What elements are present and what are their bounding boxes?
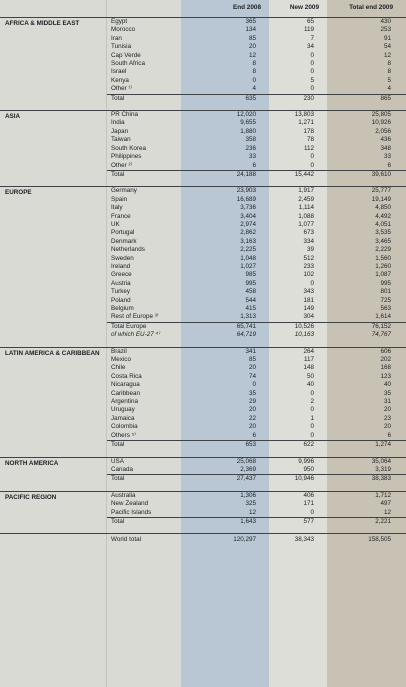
total-2009-value: 865 [327, 94, 406, 103]
total-2009-value: 3,465 [375, 237, 391, 245]
table-header-row [0, 0, 406, 18]
new-2009-value: 13,803 [269, 111, 327, 120]
country-name: Morocco [111, 26, 136, 34]
end-2008-value: 23,903 [181, 187, 269, 196]
total-2009-value: 801 [380, 288, 391, 296]
total-2009-value: 20 [383, 423, 391, 431]
end-2008-value: 6 [252, 161, 256, 169]
country-name: Portugal [111, 229, 135, 237]
end-2008-value: 1,306 [181, 491, 269, 500]
new-2009-value: 119 [303, 26, 314, 34]
region-name: AFRICA & MIDDLE EAST [5, 20, 80, 27]
country-name: Pacific Islands [111, 508, 152, 516]
end-2008-value: 325 [245, 500, 256, 508]
country-name: Japan [111, 127, 129, 135]
end-2008-value: 0 [252, 76, 256, 84]
total-2009-value: 19,149 [371, 195, 391, 203]
country-name: Cap Verde [111, 51, 141, 59]
country-name: Others ⁵⁾ [111, 431, 136, 439]
country-name: Israel [111, 68, 127, 76]
total-2009-value: 168 [380, 364, 391, 372]
total-2009-value: 2,229 [375, 246, 391, 254]
end-2008-value: 653 [181, 441, 269, 450]
new-2009-value: 0 [310, 406, 314, 414]
total-2009-value: 4,051 [375, 220, 391, 228]
country-name: Rest of Europe ³⁾ [111, 313, 159, 321]
new-2009-value: 622 [269, 441, 327, 450]
total-2009-value: 3,319 [375, 465, 391, 473]
country-name: Total [107, 475, 181, 484]
total-2009-value: 1,614 [375, 313, 391, 321]
country-name: Mexico [111, 356, 131, 364]
end-2008-value: 2,369 [240, 465, 256, 473]
country-name: Jamaica [111, 414, 135, 422]
total-2009-value: 31 [383, 398, 391, 406]
new-2009-value: 0 [310, 423, 314, 431]
new-2009-value: 171 [303, 500, 314, 508]
new-2009-value: 0 [310, 85, 314, 93]
total-2009-value: 4 [387, 85, 391, 93]
country-name: Spain [111, 195, 128, 203]
total-2009-value: 2,221 [327, 517, 406, 526]
total-2009-value: 76,152 [327, 322, 406, 331]
new-2009-value: 950 [303, 465, 314, 473]
end-2008-value: 985 [245, 271, 256, 279]
country-name: Total [107, 441, 181, 450]
new-2009-value: 1,917 [269, 187, 327, 196]
new-2009-value: 0 [310, 60, 314, 68]
country-name: UK [111, 220, 120, 228]
new-2009-value: 1,088 [298, 212, 314, 220]
country-name: Sweden [111, 254, 134, 262]
total-2009-value: 5 [387, 76, 391, 84]
end-2008-value: 20 [248, 43, 256, 51]
country-name: Total Europe [107, 322, 181, 331]
table-body [0, 18, 406, 547]
end-2008-value: 1,880 [240, 127, 256, 135]
table-row [0, 111, 406, 120]
country-name: Total [107, 170, 181, 179]
new-2009-value: 0 [310, 431, 314, 439]
end-2008-value: 65,741 [181, 322, 269, 331]
total-2009-value: 35 [383, 389, 391, 397]
country-name: Caribbean [111, 389, 141, 397]
country-name: of which EU-27 ⁴⁾ [111, 331, 160, 339]
end-2008-value: 64,719 [236, 331, 256, 339]
total-2009-value: 563 [380, 305, 391, 312]
new-2009-value: 673 [303, 229, 314, 237]
country-name: Brazil [107, 347, 181, 356]
end-2008-value: 29 [248, 398, 256, 406]
section-spacer [0, 526, 406, 534]
country-name: Chile [111, 364, 126, 372]
new-2009-value: 0 [310, 153, 314, 161]
new-2009-value: 178 [303, 127, 314, 135]
total-2009-value: 23 [383, 414, 391, 422]
total-2009-value: 436 [380, 136, 391, 144]
new-2009-value: 117 [303, 356, 314, 364]
total-2009-value: 10,926 [371, 119, 391, 127]
new-2009-value: 40 [306, 381, 314, 389]
new-2009-value: 10,946 [269, 475, 327, 484]
country-name: Egypt [111, 18, 128, 25]
new-2009-value: 2 [310, 398, 314, 406]
country-name: Kenya [111, 76, 129, 84]
total-2009-value: 40 [383, 381, 391, 389]
new-2009-value: 15,442 [269, 170, 327, 179]
region-name: NORTH AMERICA [0, 457, 107, 484]
section-spacer [0, 340, 406, 348]
new-2009-value: 343 [303, 288, 314, 296]
new-2009-value: 149 [303, 305, 314, 312]
total-2009-value: 25,805 [327, 111, 406, 120]
total-2009-value: 38,383 [327, 475, 406, 484]
country-name: Tunisia [111, 43, 132, 51]
country-name: Canada [111, 465, 134, 473]
total-2009-value: 725 [380, 296, 391, 304]
new-2009-value: 233 [303, 262, 314, 270]
new-2009-value: 5 [310, 76, 314, 84]
table-row [0, 18, 406, 27]
country-name: PR China [107, 111, 181, 120]
total-2009-value: 8 [387, 68, 391, 76]
header-end-2008: End 2008 [181, 0, 269, 18]
total-2009-value: 1,260 [375, 262, 391, 270]
country-name: New Zealand [111, 500, 149, 508]
new-2009-value: 230 [269, 94, 327, 103]
end-2008-value: 2,862 [240, 229, 256, 237]
total-2009-value: 39,610 [327, 170, 406, 179]
new-2009-value: 304 [303, 313, 314, 321]
new-2009-value: 50 [306, 372, 314, 380]
country-name: Iran [111, 34, 122, 42]
end-2008-value: 35 [248, 389, 256, 397]
end-2008-value: 341 [181, 347, 269, 356]
region-name: EUROPE [0, 187, 107, 340]
end-2008-value: 85 [248, 34, 256, 42]
country-name: South Africa [111, 60, 145, 68]
country-name: Argentina [111, 398, 138, 406]
country-name: Colombia [111, 423, 138, 431]
country-name: Other ²⁾ [111, 161, 133, 169]
end-2008-value: 236 [245, 144, 256, 152]
end-2008-value: 25,068 [181, 457, 269, 466]
new-2009-value: 65 [306, 18, 314, 25]
region-name: ASIA [0, 111, 107, 180]
total-2009-value: 54 [383, 43, 391, 51]
end-2008-value: 33 [248, 153, 256, 161]
end-2008-value: 6 [252, 431, 256, 439]
total-2009-value: 253 [380, 26, 391, 34]
country-name: Australia [107, 491, 181, 500]
end-2008-value: 1,313 [240, 313, 256, 321]
new-2009-value: 1,114 [298, 204, 314, 212]
country-name: Ireland [111, 262, 131, 270]
end-2008-value: 0 [252, 381, 256, 389]
new-2009-value: 112 [303, 144, 314, 152]
country-name: Poland [111, 296, 131, 304]
new-2009-value: 34 [306, 43, 314, 51]
end-2008-value: 12 [248, 508, 256, 516]
section-spacer [0, 103, 406, 111]
country-name: Turkey [111, 288, 131, 296]
total-2009-value: 35,064 [327, 457, 406, 466]
end-2008-value: 24,188 [181, 170, 269, 179]
end-2008-value: 358 [245, 136, 256, 144]
end-2008-value: 3,163 [240, 237, 256, 245]
end-2008-value: 12,020 [181, 111, 269, 120]
end-2008-value: 16,689 [236, 195, 256, 203]
section-spacer [0, 179, 406, 187]
end-2008-value: 544 [245, 296, 256, 304]
new-2009-value: 406 [269, 491, 327, 500]
new-2009-value: 2,459 [298, 195, 314, 203]
new-2009-value: 7 [310, 34, 314, 42]
header-total-2009: Total end 2009 [327, 0, 406, 18]
new-2009-value: 39 [306, 246, 314, 254]
new-2009-value: 10,163 [294, 331, 314, 339]
new-2009-value: 0 [310, 51, 314, 59]
new-2009-value: 0 [310, 68, 314, 76]
end-2008-value: 2,974 [240, 220, 256, 228]
end-2008-value: 134 [245, 26, 256, 34]
total-2009-value: 4,492 [375, 212, 391, 220]
end-2008-value: 458 [245, 288, 256, 296]
end-2008-value: 8 [252, 68, 256, 76]
total-2009-value: 33 [383, 153, 391, 161]
total-2009-value: 12 [383, 508, 391, 516]
total-2009-value: 91 [383, 34, 391, 42]
table-row [0, 491, 406, 500]
total-2009-value: 995 [380, 279, 391, 287]
new-2009-value: 0 [310, 389, 314, 397]
new-2009-value: 78 [306, 136, 314, 144]
total-2009-value: 74,767 [371, 331, 391, 339]
new-2009-value: 102 [303, 271, 314, 279]
country-name: Nicaragua [111, 381, 140, 389]
country-name: India [111, 119, 125, 127]
country-name: Denmark [111, 237, 137, 245]
header-new-2009: New 2009 [269, 0, 327, 18]
total-2009-value: 430 [380, 18, 391, 25]
country-name: Taiwan [111, 136, 131, 144]
new-2009-value: 0 [310, 508, 314, 516]
total-2009-value: 1,087 [375, 271, 391, 279]
total-2009-value: 606 [327, 347, 406, 356]
country-name: USA [107, 457, 181, 466]
new-2009-value: 148 [303, 364, 314, 372]
country-name: Italy [111, 204, 123, 212]
end-2008-value: 995 [245, 279, 256, 287]
total-2009-value: 1,274 [327, 441, 406, 450]
world-total-label: World total [107, 534, 181, 547]
table-row [0, 347, 406, 356]
total-2009-value: 123 [380, 372, 391, 380]
end-2008-value: 20 [248, 423, 256, 431]
total-2009-value: 1,560 [375, 254, 391, 262]
country-name: France [111, 212, 131, 220]
country-name: South Korea [111, 144, 147, 152]
total-2009-value: 2,056 [375, 127, 391, 135]
end-2008-value: 74 [248, 372, 256, 380]
country-name: Netherlands [111, 246, 145, 254]
end-2008-value: 3,736 [240, 204, 256, 212]
end-2008-value: 85 [248, 356, 256, 364]
world-total-row [0, 534, 406, 547]
new-2009-value: 1,271 [298, 119, 314, 127]
end-2008-value: 8 [252, 60, 256, 68]
end-2008-value: 635 [181, 94, 269, 103]
section-spacer [0, 450, 406, 458]
end-2008-value: 1,027 [240, 262, 256, 270]
end-2008-value: 20 [248, 364, 256, 372]
end-2008-value: 2,225 [240, 246, 256, 254]
total-2009-value: 12 [383, 51, 391, 59]
total-2009-value: 3,535 [375, 229, 391, 237]
end-2008-value: 20 [248, 406, 256, 414]
region-name: LATIN AMERICA & CARIBBEAN [0, 347, 107, 449]
end-2008-value: 1,643 [181, 517, 269, 526]
table-row [0, 457, 406, 466]
country-name: Costa Rica [111, 372, 142, 380]
table-row [0, 187, 406, 196]
end-2008-value: 415 [245, 305, 256, 312]
new-2009-value: 264 [269, 347, 327, 356]
total-2009-value: 1,712 [327, 491, 406, 500]
world-new-2009-value: 38,343 [269, 534, 327, 547]
end-2008-value: 27,437 [181, 475, 269, 484]
total-2009-value: 497 [380, 500, 391, 508]
total-2009-value: 8 [387, 60, 391, 68]
section-spacer [0, 484, 406, 492]
end-2008-value: 365 [245, 18, 256, 25]
new-2009-value: 1 [310, 414, 314, 422]
new-2009-value: 334 [303, 237, 314, 245]
country-name: Belgium [111, 305, 134, 312]
new-2009-value: 181 [303, 296, 314, 304]
new-2009-value: 577 [269, 517, 327, 526]
new-2009-value: 512 [303, 254, 314, 262]
new-2009-value: 0 [310, 279, 314, 287]
country-name: Total [107, 517, 181, 526]
new-2009-value: 0 [310, 161, 314, 169]
country-name: Germany [107, 187, 181, 196]
end-2008-value: 9,655 [240, 119, 256, 127]
country-name: Greece [111, 271, 132, 279]
total-2009-value: 6 [387, 161, 391, 169]
country-name: Uruguay [111, 406, 135, 414]
new-2009-value: 10,526 [269, 322, 327, 331]
region-name: PACIFIC REGION [0, 491, 107, 526]
total-2009-value: 348 [380, 144, 391, 152]
end-2008-value: 3,404 [240, 212, 256, 220]
world-total-2009-value: 158,505 [327, 534, 406, 547]
end-2008-value: 4 [252, 85, 256, 93]
country-name: Other ¹⁾ [111, 85, 133, 93]
country-name: Austria [111, 279, 131, 287]
total-2009-value: 4,850 [375, 204, 391, 212]
total-2009-value: 6 [387, 431, 391, 439]
total-2009-value: 25,777 [327, 187, 406, 196]
country-name: Philippines [111, 153, 142, 161]
country-name: Total [107, 94, 181, 103]
total-2009-value: 20 [383, 406, 391, 414]
end-2008-value: 22 [248, 414, 256, 422]
new-2009-value: 9,996 [269, 457, 327, 466]
end-2008-value: 12 [248, 51, 256, 59]
end-2008-value: 1,048 [240, 254, 256, 262]
world-end-2008-value: 120,297 [181, 534, 269, 547]
new-2009-value: 1,077 [298, 220, 314, 228]
total-2009-value: 202 [380, 356, 391, 364]
